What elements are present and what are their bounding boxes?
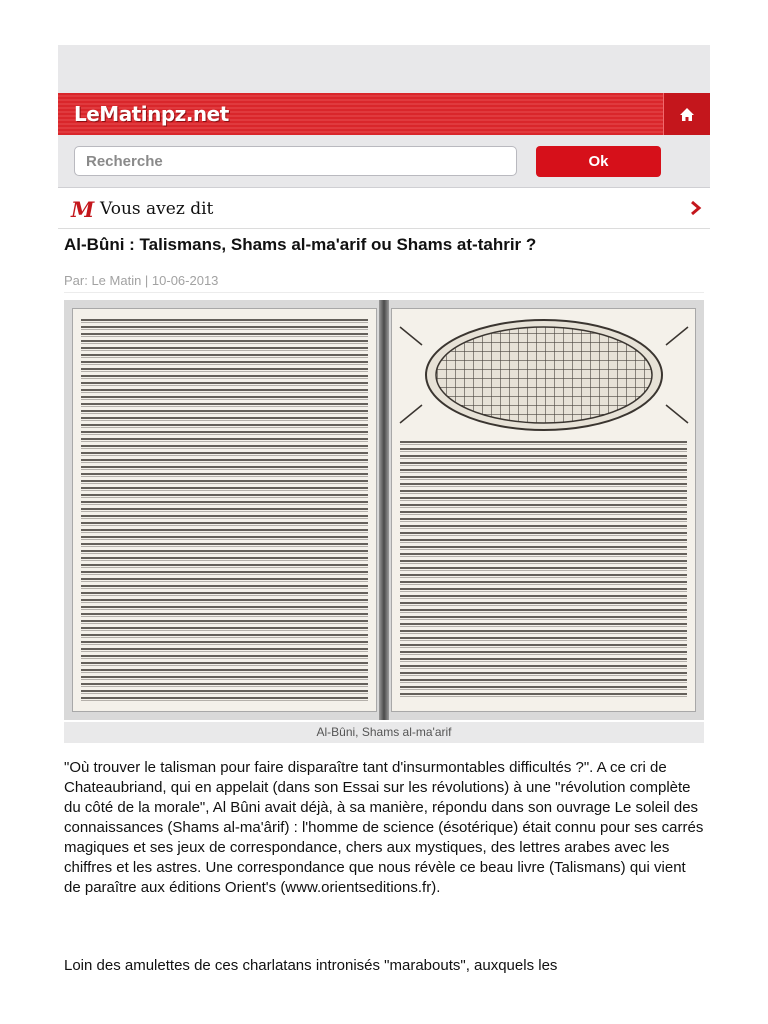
- le-matin-logo-icon: M: [71, 197, 95, 222]
- article-title: Al-Bûni : Talismans, Shams al-ma'arif ou Shams at-tahrir ?: [64, 235, 537, 254]
- top-spacer: [58, 45, 710, 93]
- home-button[interactable]: [663, 93, 710, 135]
- search-bar: [58, 135, 710, 188]
- image-caption: Al-Bûni, Shams al-ma'arif: [64, 722, 704, 743]
- home-icon: [679, 107, 695, 122]
- chevron-right-icon[interactable]: [690, 200, 702, 216]
- search-input[interactable]: [74, 146, 517, 176]
- manuscript-left-page: [72, 308, 377, 712]
- manuscript-text-block: [400, 441, 687, 697]
- manuscript-right-page: [391, 308, 696, 712]
- site-header: [58, 93, 710, 135]
- manuscript-text-block: [81, 319, 368, 701]
- book-spine: [379, 300, 389, 720]
- section-label: Vous avez dit: [100, 199, 214, 219]
- site-logo[interactable]: LeMatinpz.net: [74, 102, 229, 126]
- section-header[interactable]: [58, 192, 710, 229]
- article-paragraph: Loin des amulettes de ces charlatans intronisés "marabouts", auxquels les: [64, 957, 558, 974]
- search-submit-button[interactable]: Ok: [536, 146, 661, 177]
- article-paragraph: "Où trouver le talisman pour faire disparaître tant d'insurmontables difficultés ?". A ce cri de Chateaubriand, qui en appelait (dans son Essai sur les révolutions) à une "révolution complète du côté de la morale", Al Bûni avait déjà, à sa manière, répondu dans son ouvrage Le soleil des connaissances (Shams al-ma'ârif) : l'homme de science (ésotérique) était connu pour ses carrés magiques et ses jeux de correspondance, chers aux mystiques, des lettres arabes avec les chiffres et les astres. Une correspondance que nous révèle ce beau livre (Talismans) qui vient de paraître aux éditions Orient's (www.orientseditions.fr).: [64, 759, 704, 896]
- mobile-page: [58, 45, 710, 1024]
- article-byline: Par: Le Matin | 10-06-2013: [64, 273, 704, 293]
- talisman-diagram-icon: [392, 315, 697, 435]
- manuscript-image: [64, 300, 704, 720]
